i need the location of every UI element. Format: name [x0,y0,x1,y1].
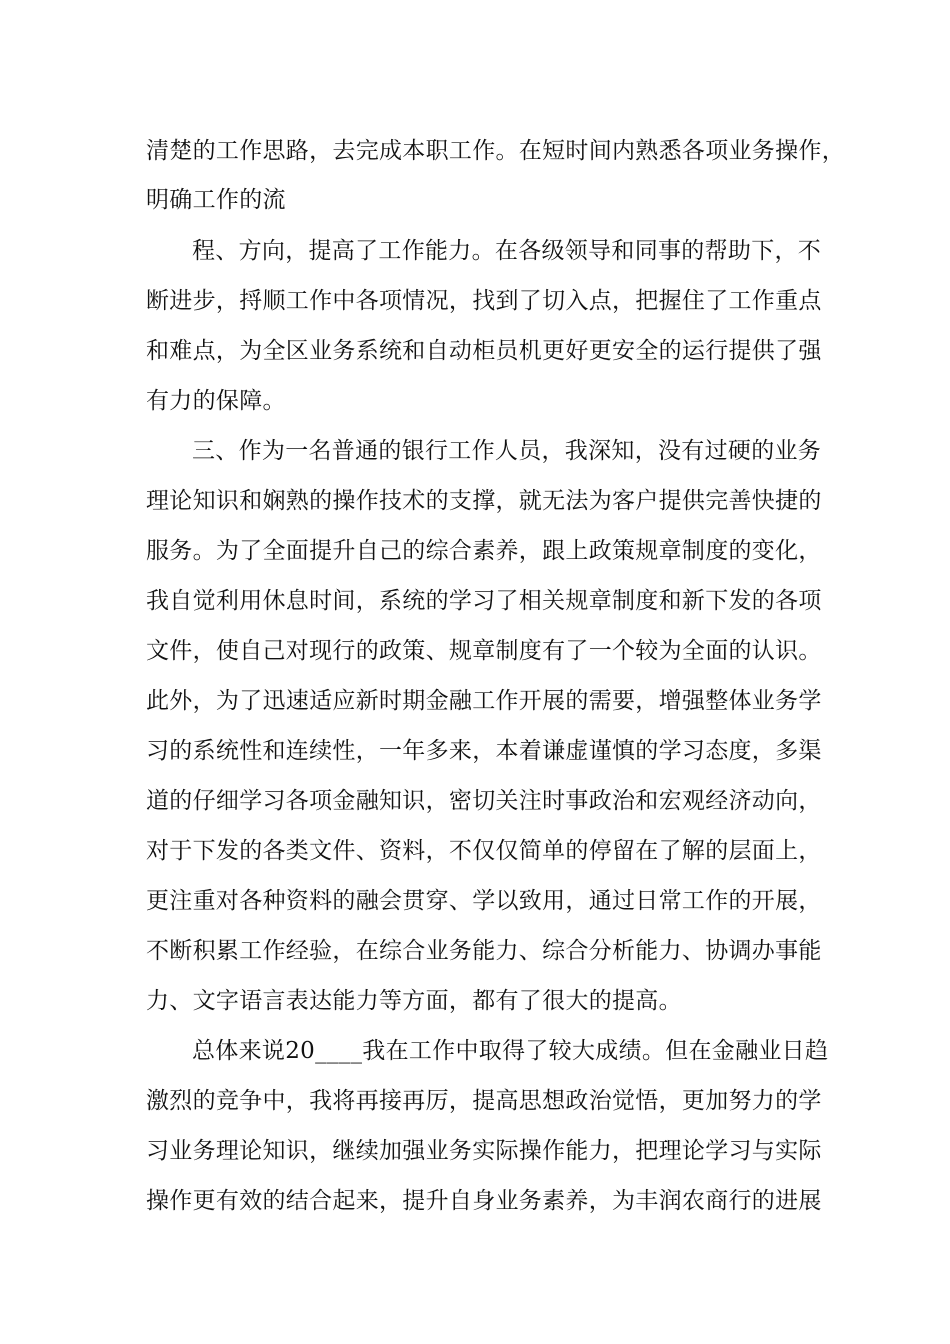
text-line: 明确工作的流 [146,187,286,213]
text-line: 习业务理论知识，继续加强业务实际操作能力，把理论学习与实际 [146,1138,822,1164]
paragraph-start-line: 三、作为一名普通的银行工作人员，我深知，没有过硬的业务 [192,438,822,464]
text-line: 有力的保障。 [146,388,286,414]
text-line: 我自觉利用休息时间，系统的学习了相关规章制度和新下发的各项 [146,588,822,614]
text-line: 操作更有效的结合起来，提升自身业务素养，为丰润农商行的进展 [146,1188,822,1214]
text-line: 文件，使自己对现行的政策、规章制度有了一个较为全面的认识。 [146,638,822,664]
text-line: 对于下发的各类文件、资料，不仅仅简单的停留在了解的层面上， [146,838,822,864]
paragraph-start-line: 总体来说20____我在工作中取得了较大成绩。但在金融业日趋 [192,1038,829,1064]
text-line: 理论知识和娴熟的操作技术的支撑，就无法为客户提供完善快捷的 [146,488,822,514]
paragraph-start-line: 程、方向，提高了工作能力。在各级领导和同事的帮助下，不 [192,238,822,264]
text-line: 道的仔细学习各项金融知识，密切关注时事政治和宏观经济动向， [146,788,822,814]
text-line: 断进步，捋顺工作中各项情况，找到了切入点，把握住了工作重点 [146,288,822,314]
text-line: 更注重对各种资料的融会贯穿、学以致用，通过日常工作的开展， [146,888,822,914]
text-line: 习的系统性和连续性，一年多来，本着谦虚谨慎的学习态度，多渠 [146,738,822,764]
text-line: 不断积累工作经验，在综合业务能力、综合分析能力、协调办事能 [146,938,822,964]
text-line: 力、文字语言表达能力等方面，都有了很大的提高。 [146,988,682,1014]
text-line: 清楚的工作思路，去完成本职工作。在短时间内熟悉各项业务操作， [146,138,845,164]
text-line: 此外，为了迅速适应新时期金融工作开展的需要，增强整体业务学 [146,688,822,714]
text-line: 服务。为了全面提升自己的综合素养，跟上政策规章制度的变化， [146,538,822,564]
text-line: 和难点，为全区业务系统和自动柜员机更好更安全的运行提供了强 [146,338,822,364]
text-line: 激烈的竞争中，我将再接再厉，提高思想政治觉悟，更加努力的学 [146,1088,822,1114]
